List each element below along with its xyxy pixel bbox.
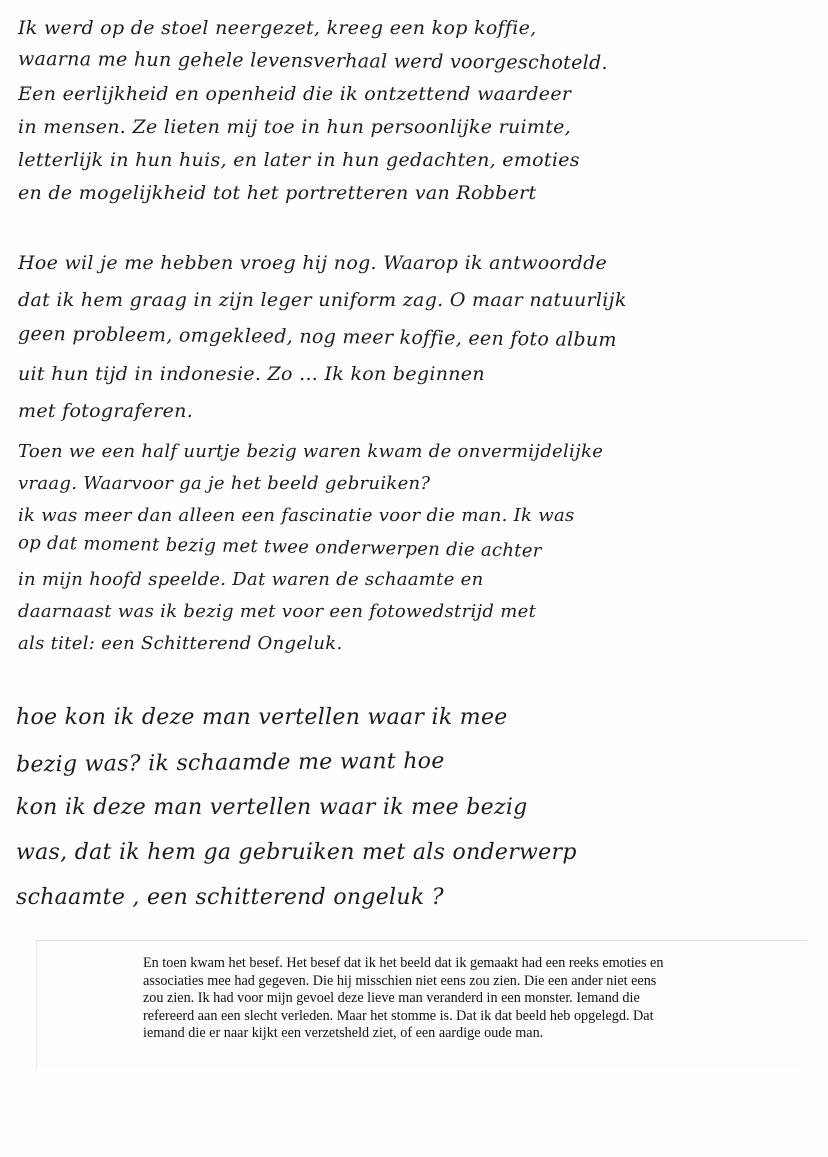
handwritten-line: en de mogelijkheid tot het portretteren van Robbert — [18, 182, 537, 204]
typed-note-line: refereerd aan een slecht verleden. Maar het stomme is. Dat ik dat beeld heb opgelegd. Dat — [143, 1007, 654, 1024]
handwritten-line: ik was meer dan alleen een fascinatie voor die man. Ik was — [18, 505, 575, 526]
handwritten-paragraph-1 — [18, 12, 608, 210]
handwritten-line: Een eerlijkheid en openheid die ik ontzettend waardeer — [18, 83, 572, 105]
handwritten-line: kon ik deze man vertellen waar ik mee bezig — [16, 795, 528, 820]
typed-note-box — [36, 940, 807, 1069]
typed-note-line: zou zien. Ik had voor mijn gevoel deze lieve man veranderd in een monster. Iemand die — [143, 990, 640, 1006]
handwritten-paragraph-3 — [18, 436, 603, 660]
handwritten-line: bezig was? ik schaamde me want hoe — [15, 748, 445, 778]
handwritten-line: in mijn hoofd speelde. Dat waren de schaamte en — [18, 569, 484, 590]
typed-note-line: iemand die er naar kijkt een verzetsheld ziet, of een aardige oude man. — [143, 1025, 544, 1041]
handwritten-line: vraag. Waarvoor ga je het beeld gebruiken? — [18, 473, 431, 494]
typed-note-line: associaties mee had gegeven. Die hij misschien niet eens zou zien. Die een ander niet eens — [143, 972, 657, 989]
handwritten-line: dat ik hem graag in zijn leger uniform zag. O maar natuurlijk — [18, 289, 627, 311]
handwritten-line: in mensen. Ze lieten mij toe in hun persoonlijke ruimte, — [18, 116, 572, 138]
handwritten-paragraph-4 — [16, 695, 577, 920]
handwritten-line: was, dat ik hem ga gebruiken met als onderwerp — [16, 840, 577, 865]
handwritten-line: op dat moment bezig met twee onderwerpen die achter — [17, 532, 542, 562]
handwritten-line: uit hun tijd in indonesie. Zo ... Ik kon beginnen — [18, 363, 485, 385]
handwritten-paragraph-2 — [18, 245, 627, 430]
handwritten-line: daarnaast was ik bezig met voor een fotowedstrijd met — [18, 601, 537, 622]
typed-note-text — [143, 955, 773, 1043]
handwritten-line: Toen we een half uurtje bezig waren kwam de onvermijdelijke — [18, 441, 604, 462]
handwritten-line: waarna me hun gehele levensverhaal werd voorgeschoteld. — [17, 47, 608, 75]
handwritten-line: hoe kon ik deze man vertellen waar ik mee — [16, 705, 508, 730]
typed-note-line: En toen kwam het besef. Het besef dat ik het beeld dat ik gemaakt had een reeks emoties en — [143, 955, 664, 971]
handwritten-line: met fotograferen. — [18, 400, 194, 422]
handwritten-line: Ik werd op de stoel neergezet, kreeg een kop koffie, — [18, 17, 537, 39]
handwritten-line: schaamte , een schitterend ongeluk ? — [16, 885, 444, 910]
handwritten-line: als titel: een Schitterend Ongeluk. — [18, 633, 343, 654]
handwritten-line: letterlijk in hun huis, en later in hun gedachten, emoties — [18, 149, 580, 171]
handwritten-line: geen probleem, omgekleed, nog meer koffie, een foto album — [17, 322, 617, 352]
handwritten-line: Hoe wil je me hebben vroeg hij nog. Waarop ik antwoordde — [18, 252, 608, 274]
